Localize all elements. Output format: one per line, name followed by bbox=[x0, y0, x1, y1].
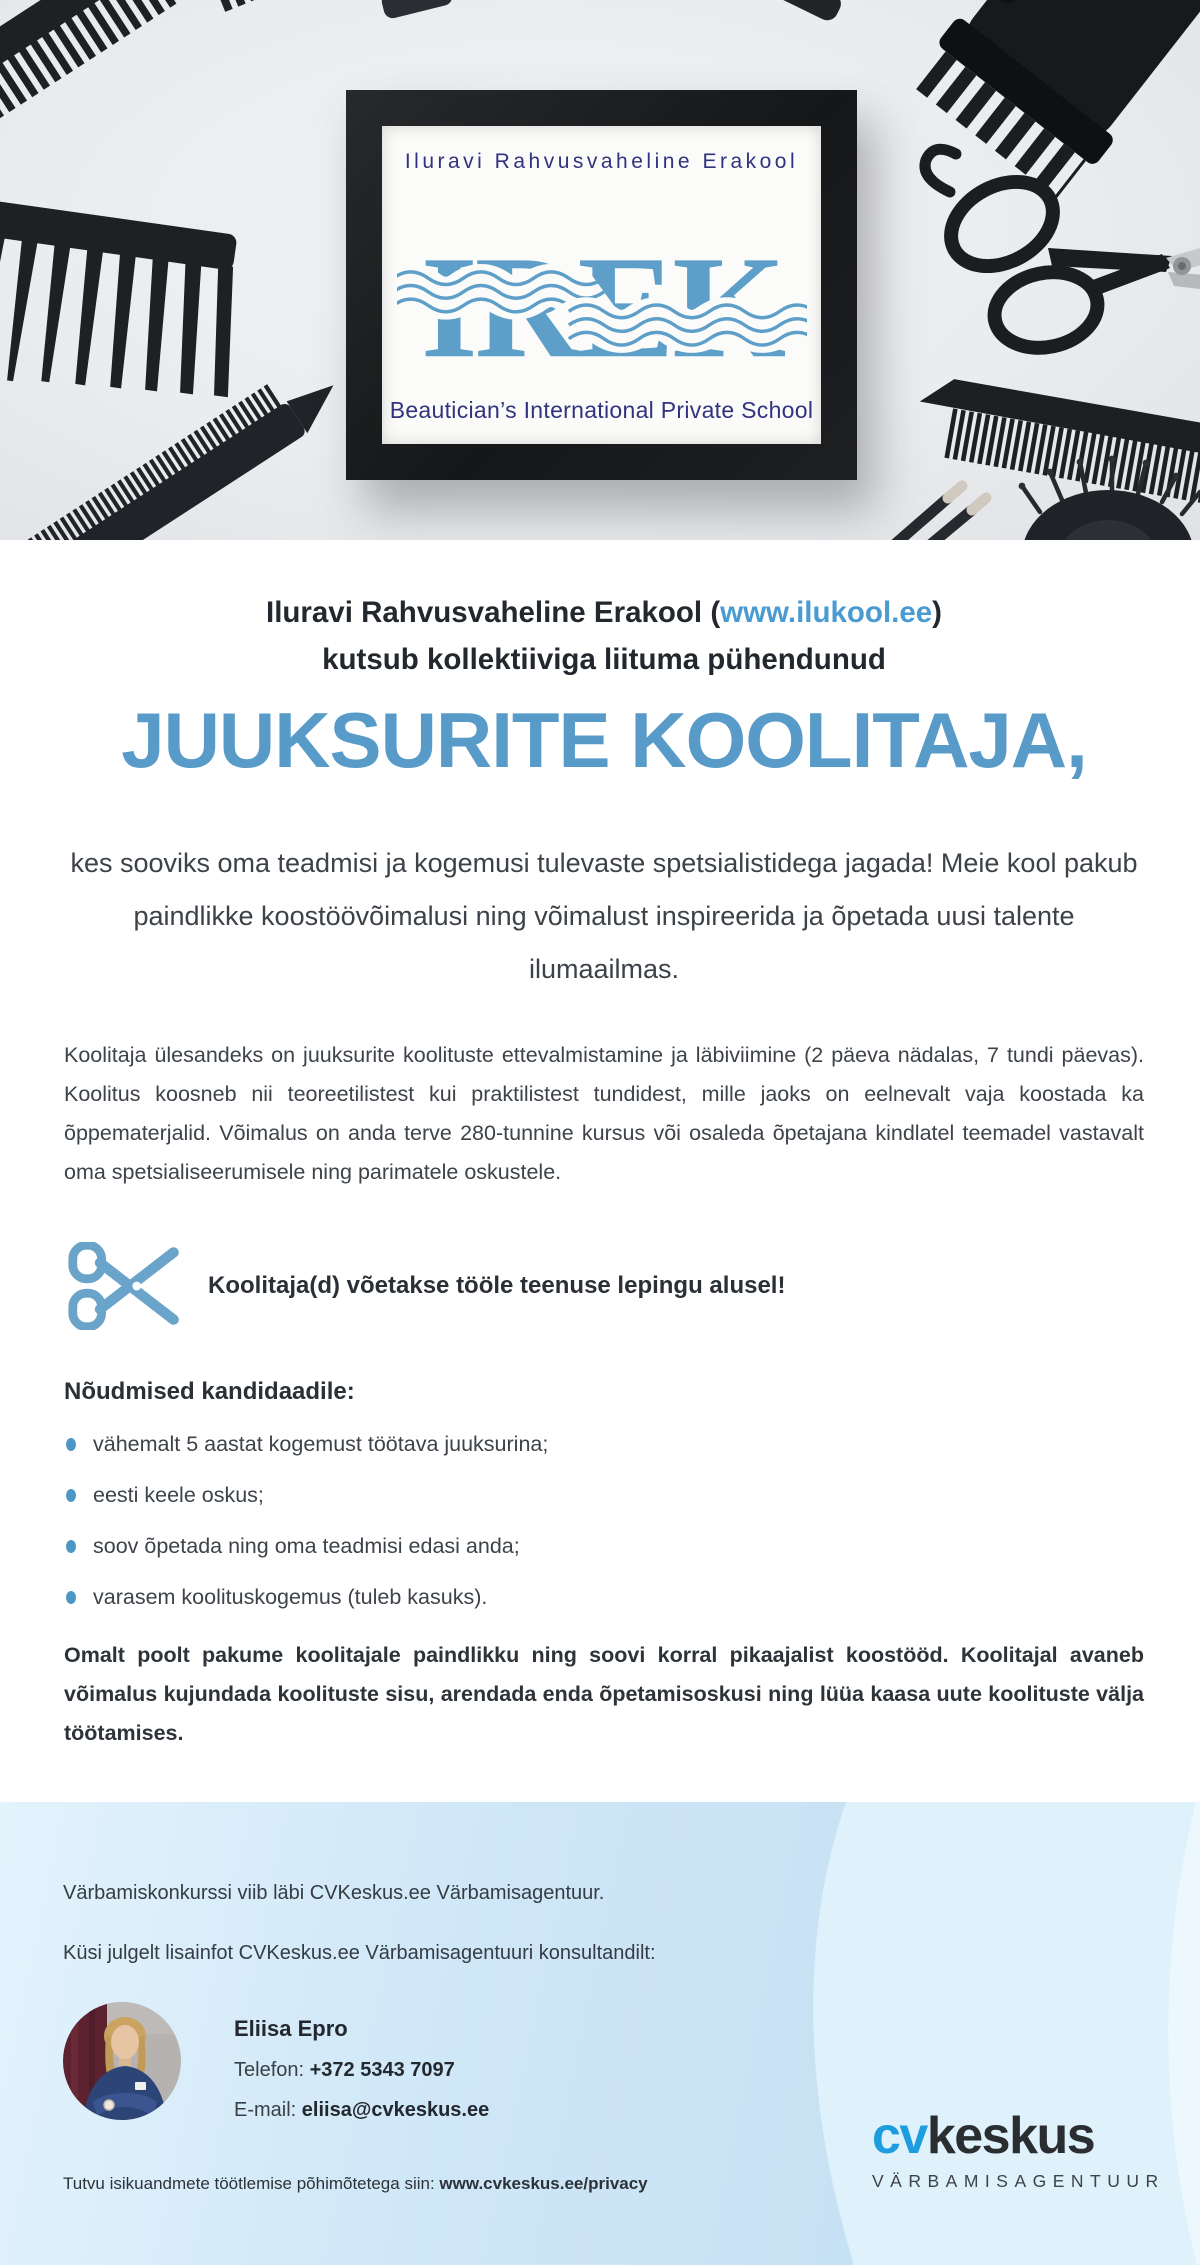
scissors-accent-icon bbox=[68, 1242, 180, 1330]
consultant-info bbox=[234, 2002, 489, 2122]
pick-comb-icon bbox=[0, 198, 250, 415]
requirement-text: eesti keele oskus; bbox=[93, 1482, 264, 1507]
keskus-logo-part: keskus bbox=[926, 2107, 1095, 2165]
school-name-estonian: Iluravi Rahvusvaheline Erakool bbox=[404, 150, 799, 173]
cv-logo-part: cv bbox=[872, 2107, 927, 2165]
phone-value[interactable]: +372 5343 7097 bbox=[309, 2059, 455, 2081]
avatar bbox=[63, 2002, 181, 2120]
list-item bbox=[64, 1483, 1144, 1507]
consultant-email-line bbox=[234, 2099, 489, 2122]
logo-tagline: VÄRBAMISAGENTUUR bbox=[872, 2171, 1165, 2191]
bullet-dot bbox=[66, 1438, 76, 1451]
consultant-intro-line: Küsi julgelt lisainfot CVKeskus.ee Värbamisagentuuri konsultandilt: bbox=[63, 1942, 656, 1964]
email-link[interactable]: eliisa@cvkeskus.ee bbox=[301, 2099, 490, 2121]
requirements-heading: Nõudmised kandidaadile: bbox=[64, 1378, 355, 1405]
bullet-dot bbox=[66, 1540, 76, 1553]
bullet-dot bbox=[66, 1591, 76, 1604]
cvkeskus-logo bbox=[872, 2107, 1172, 2192]
job-title: JUUKSURITE KOOLITAJA, bbox=[121, 696, 1087, 784]
agency-line: Värbamiskonkurssi viib läbi CVKeskus.ee Värbamisagentuur. bbox=[63, 1882, 605, 1904]
consultant-name: Eliisa Epro bbox=[234, 2016, 348, 2041]
headline-line2: kutsub kollektiiviga liituma pühendunud bbox=[322, 643, 886, 676]
picture-frame bbox=[346, 90, 857, 480]
scissors-photo-icon bbox=[925, 149, 1200, 357]
privacy-prefix: Tutvu isikuandmete töötlemise põhimõtetega siin: bbox=[63, 2174, 440, 2193]
job-ad-body bbox=[0, 540, 1200, 1802]
comb-bottom-right-icon bbox=[915, 374, 1200, 481]
tweezers-icon bbox=[886, 486, 986, 540]
headline-suffix: ) bbox=[932, 596, 942, 629]
contract-note bbox=[68, 1242, 1144, 1330]
irek-logo-card bbox=[382, 126, 821, 444]
brush-fragment-icon bbox=[380, 0, 454, 20]
school-name-english: Beautician’s International Private School bbox=[389, 397, 814, 423]
offer-paragraph: Omalt poolt pakume koolitajale paindlikku ning soovi korral pikaajalist koostööd. Koolitajal avaneb võimalus kujundada koolituste sisu, arendada enda õpetamisoskusi ning lüüa kaasa uute koolituste välja töötamises. bbox=[64, 1643, 1144, 1745]
list-item bbox=[64, 1432, 1144, 1456]
phone-label: Telefon: bbox=[234, 2059, 310, 2081]
hero-photo bbox=[0, 0, 1200, 540]
requirements-list bbox=[64, 1432, 1144, 1609]
list-item bbox=[64, 1534, 1144, 1558]
requirement-text: varasem koolituskogemus (tuleb kasuks). bbox=[93, 1584, 488, 1609]
headline-line1 bbox=[64, 589, 1144, 636]
clip-fragment-icon bbox=[769, 0, 844, 24]
ilukool-link[interactable]: www.ilukool.ee bbox=[720, 596, 933, 629]
bullet-dot bbox=[66, 1489, 76, 1502]
headline-prefix: Iluravi Rahvusvaheline Erakool ( bbox=[266, 596, 721, 629]
footer bbox=[0, 1802, 1200, 2265]
list-item bbox=[64, 1585, 1144, 1609]
irek-logo bbox=[397, 186, 807, 386]
requirement-text: vähemalt 5 aastat kogemust töötava juuksurina; bbox=[93, 1431, 549, 1456]
irek-logo-text: IREK bbox=[420, 225, 783, 386]
headline bbox=[64, 540, 1144, 683]
requirement-text: soov õpetada ning oma teadmisi edasi anda; bbox=[93, 1533, 520, 1558]
comb-top-left-icon bbox=[0, 0, 256, 112]
contract-note-text: Koolitaja(d) võetakse tööle teenuse lepingu alusel! bbox=[208, 1272, 786, 1299]
email-label: E-mail: bbox=[234, 2099, 302, 2121]
consultant-phone-line bbox=[234, 2059, 489, 2082]
consultant-card bbox=[63, 2002, 1200, 2122]
lead-paragraph: kes sooviks oma teadmisi ja kogemusi tulevaste spetsialistidega jagada! Meie kool pakub paindlikke koostöövõimalusi ning võimalust inspireerida ja õpetada uusi talente ilumaailmas. bbox=[70, 848, 1138, 984]
cvkeskus-wordmark bbox=[872, 2107, 1172, 2165]
privacy-link[interactable]: www.cvkeskus.ee/privacy bbox=[439, 2174, 648, 2193]
description-paragraph: Koolitaja ülesandeks on juuksurite koolituste ettevalmistamine ja läbiviimine (2 päeva nädalas, 7 tundi päevas). Koolitus koosneb nii teoreetilistest kui praktilistest tundidest, mille jaoks on eelnevalt vaja koostada ka õppematerjalid. Võimalus on anda terve 280-tunnine kursus või osaleda õpetajana kindlatel teemadel vastavalt oma spetsialiseerumisele ning parimatele oskustele. bbox=[64, 1043, 1144, 1184]
